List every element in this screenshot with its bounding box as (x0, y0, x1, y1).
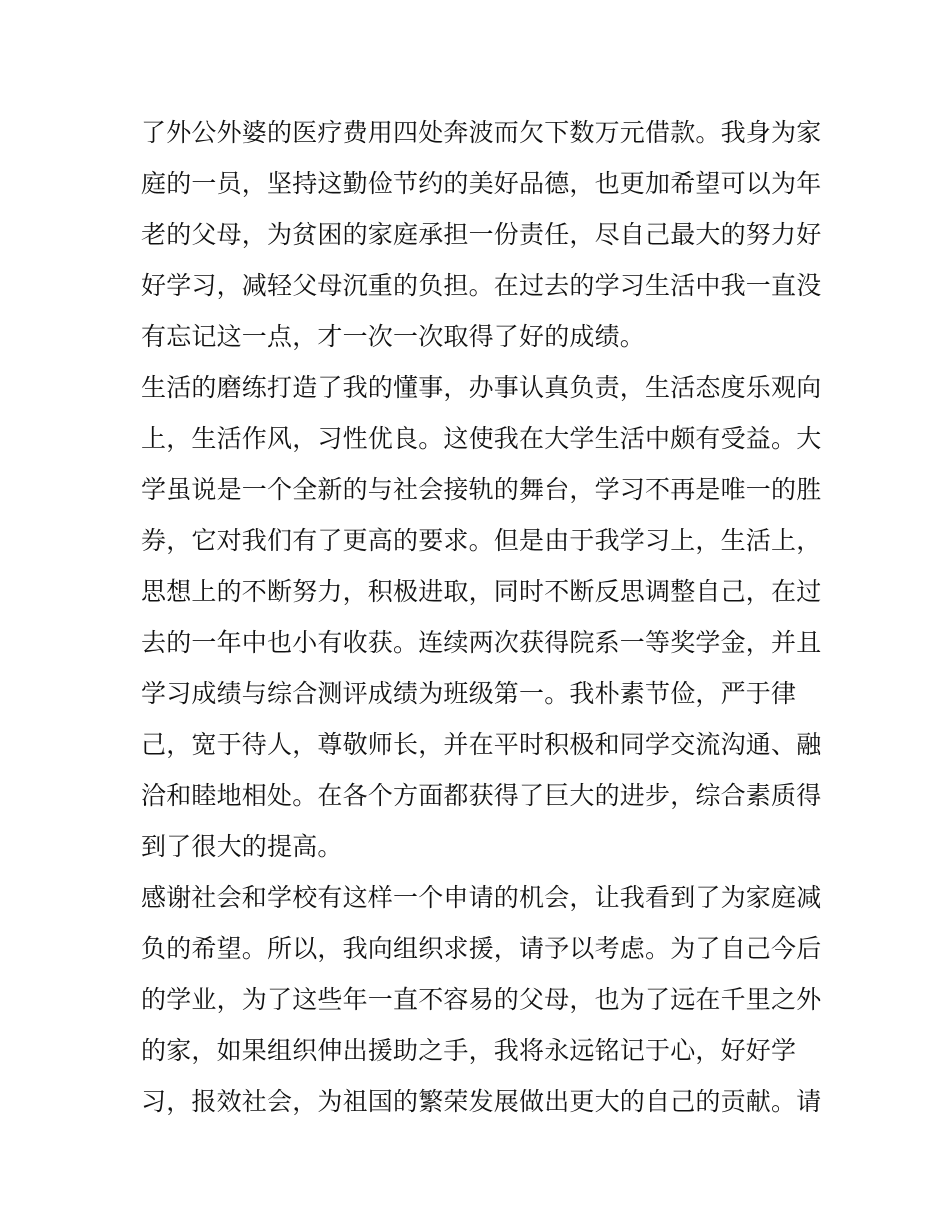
text-line: 券，它对我们有了更高的要求。但是由于我学习上，生活上， (141, 526, 822, 555)
text-line: 了外公外婆的医疗费用四处奔波而欠下数万元借款。我身为家 (141, 118, 822, 147)
text-line: 习，报效社会，为祖国的繁荣发展做出更大的自己的贡献。请 (141, 1087, 822, 1116)
text-line: 好学习，减轻父母沉重的负担。在过去的学习生活中我一直没 (141, 271, 822, 300)
text-line: 上，生活作风，习性优良。这使我在大学生活中颇有受益。大 (141, 424, 822, 453)
text-line: 老的父母，为贫困的家庭承担一份责任，尽自己最大的努力好 (141, 220, 822, 249)
text-line: 的家，如果组织伸出援助之手，我将永远铭记于心，好好学 (141, 1036, 797, 1065)
text-line: 感谢社会和学校有这样一个申请的机会，让我看到了为家庭减 (141, 883, 822, 912)
text-line: 庭的一员，坚持这勤俭节约的美好品德，也更加希望可以为年 (141, 169, 822, 198)
text-line: 思想上的不断努力，积极进取，同时不断反思调整自己，在过 (141, 577, 822, 606)
text-line: 到了很大的提高。 (141, 832, 343, 861)
text-line: 学习成绩与综合测评成绩为班级第一。我朴素节俭，严于律 (141, 679, 797, 708)
text-line: 生活的磨练打造了我的懂事，办事认真负责，生活态度乐观向 (141, 373, 822, 402)
text-line: 己，宽于待人，尊敬师长，并在平时积极和同学交流沟通、融 (141, 730, 822, 759)
text-line: 学虽说是一个全新的与社会接轨的舞台，学习不再是唯一的胜 (141, 475, 822, 504)
text-line: 洽和睦地相处。在各个方面都获得了巨大的进步，综合素质得 (141, 781, 822, 810)
text-line: 负的希望。所以，我向组织求援，请予以考虑。为了自己今后 (141, 934, 822, 963)
text-line: 的学业，为了这些年一直不容易的父母，也为了远在千里之外 (141, 985, 822, 1014)
document-body (141, 107, 821, 1127)
text-line: 有忘记这一点，才一次一次取得了好的成绩。 (141, 322, 646, 351)
text-line: 去的一年中也小有收获。连续两次获得院系一等奖学金，并且 (141, 628, 822, 657)
